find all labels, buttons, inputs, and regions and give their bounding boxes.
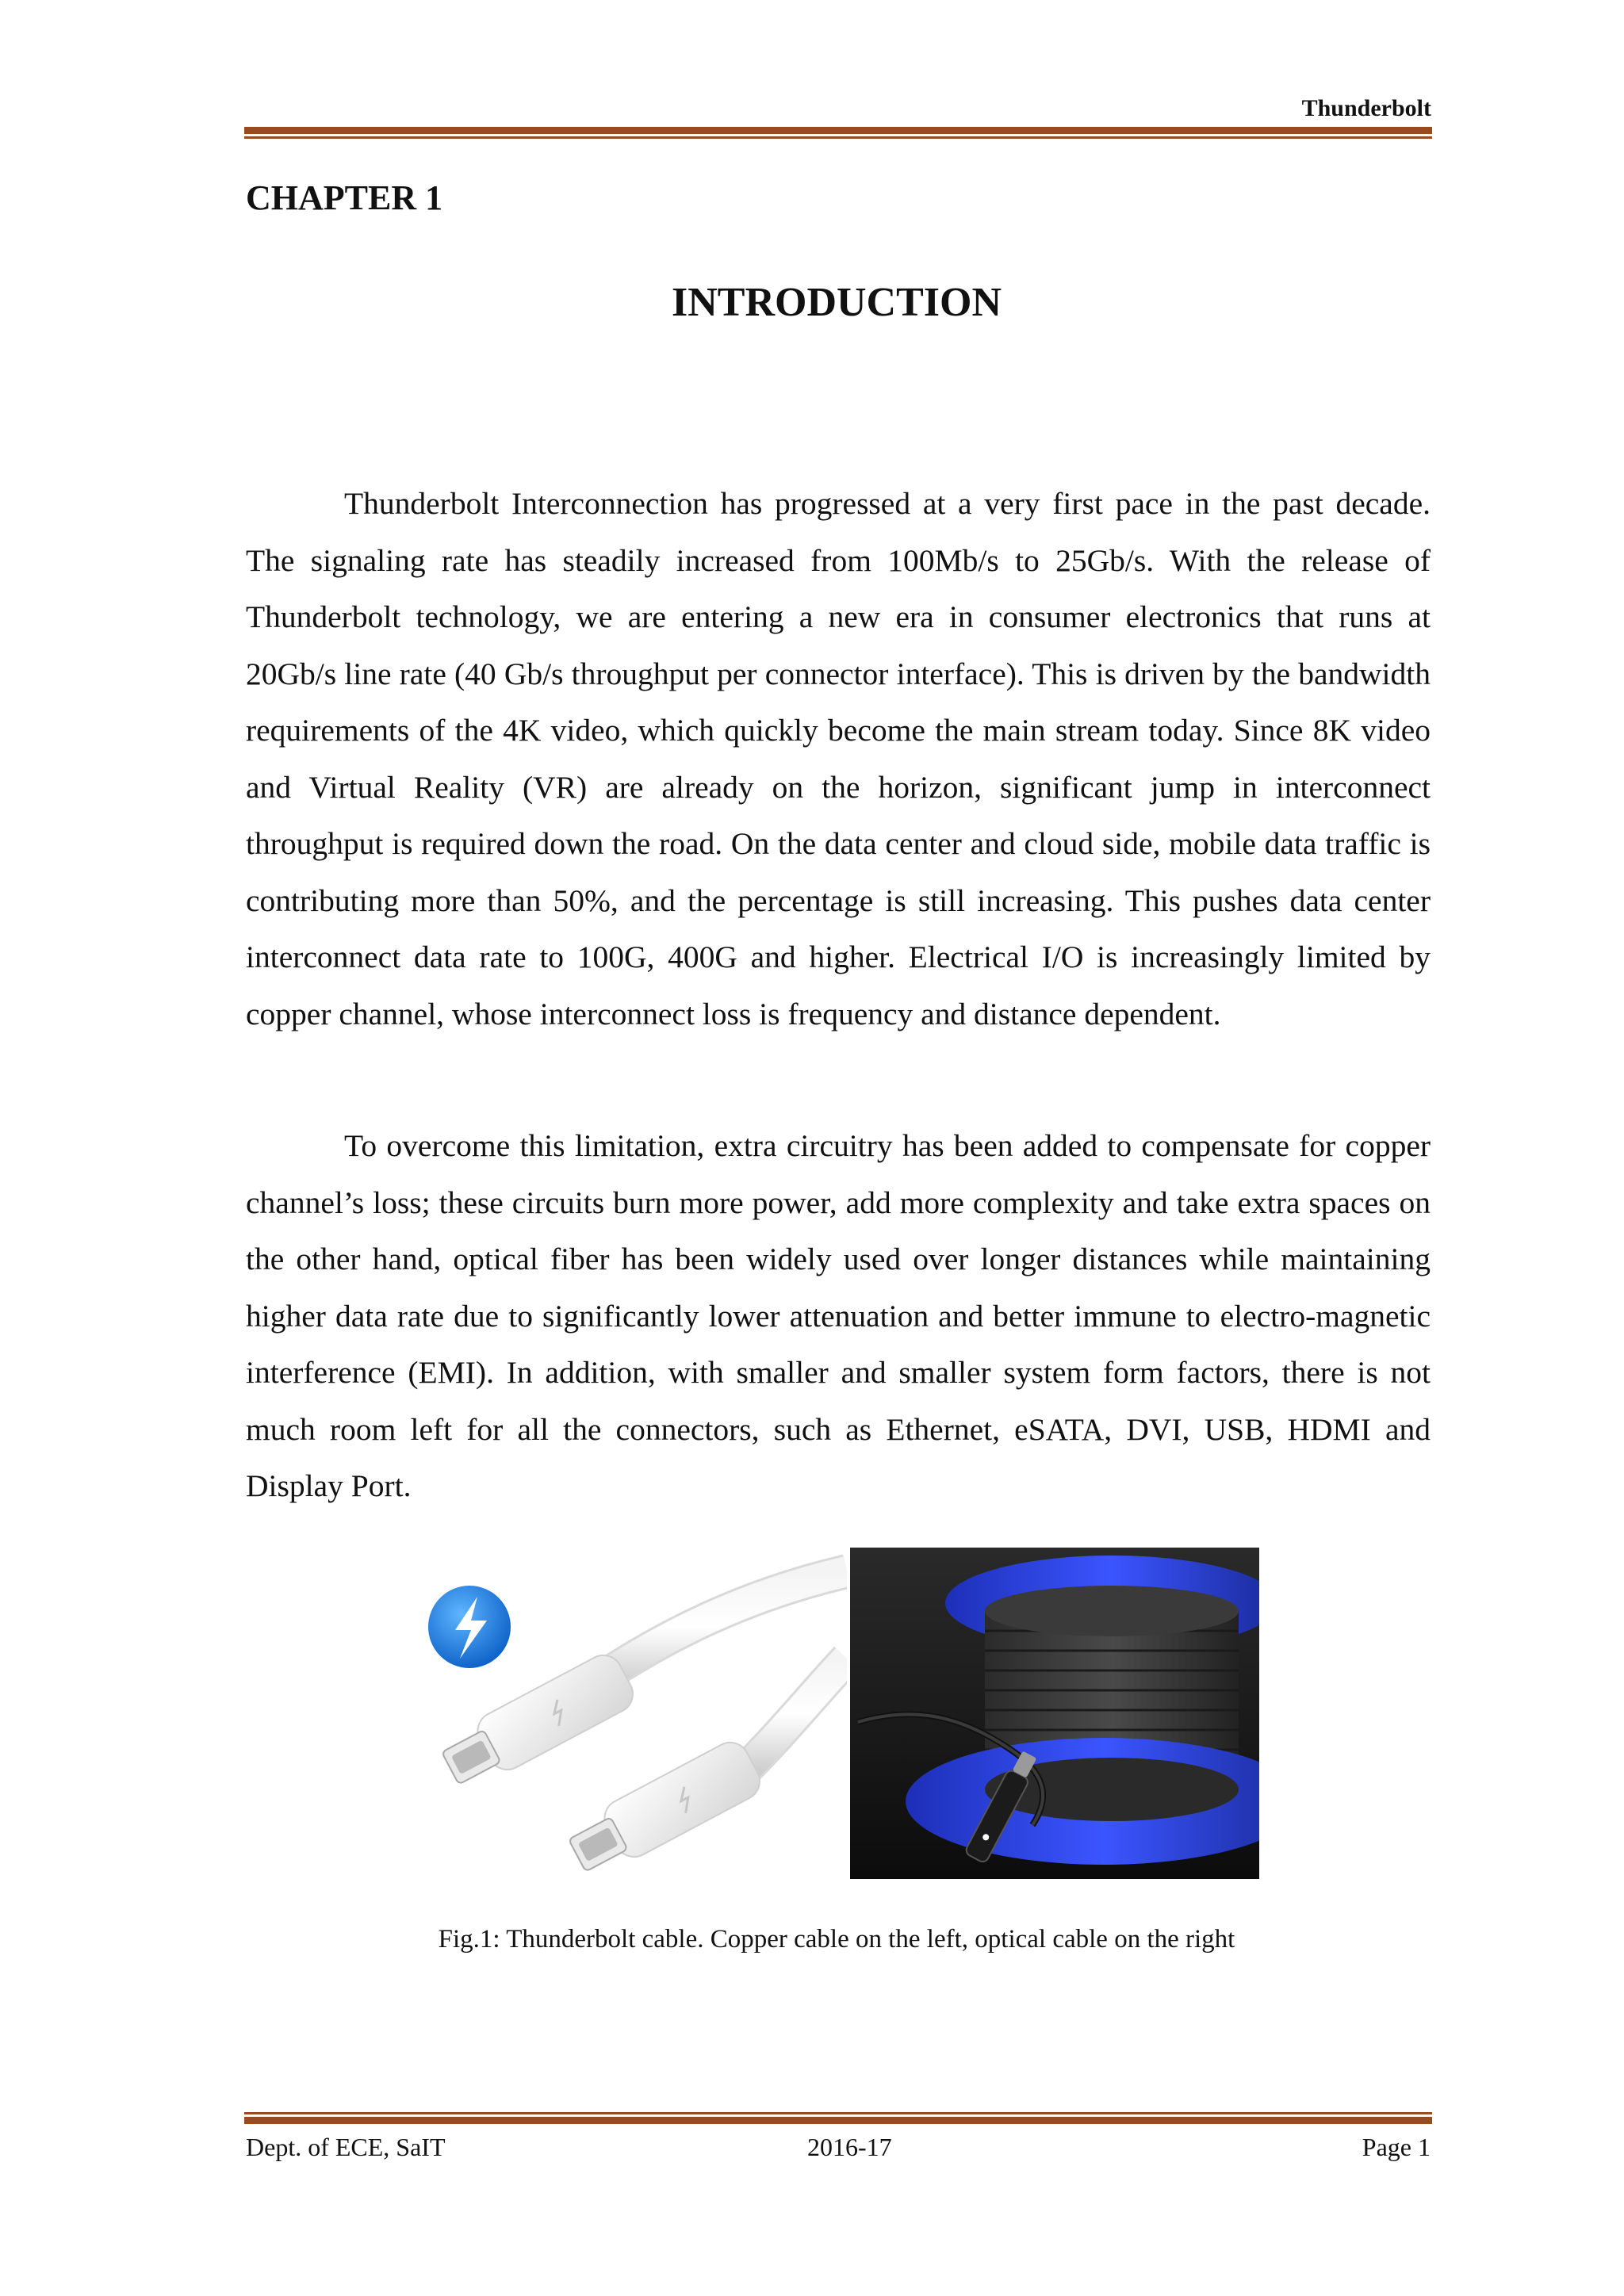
footer-year: 2016-17	[807, 2133, 892, 2161]
paragraph-1	[246, 476, 1431, 1043]
paragraph-2-text: To overcome this limitation, extra circuitry has been added to compensate for copper channel’s loss; these circuits burn more power, add more complexity and take extra spaces on the other hand, optical fiber has been widely used over longer distances while maintaining higher data rate due to significantly lower attenuation and better immune to electro-magnetic interference (EMI). In addition, with smaller and smaller system form factors, there is not much room left for all the connectors, such as Ethernet, eSATA, DVI, USB, HDMI and Display Port.	[246, 1128, 1431, 1503]
thunderbolt-logo-icon	[428, 1586, 511, 1668]
paragraph-2	[246, 1118, 1431, 1515]
copper-cable-image	[412, 1548, 847, 1879]
chapter-label: CHAPTER 1	[246, 178, 443, 217]
chapter-title: INTRODUCTION	[671, 280, 1002, 325]
footer-rule	[244, 2112, 1432, 2124]
footer-page-number: Page 1	[1362, 2133, 1431, 2161]
optical-cable-image	[850, 1548, 1259, 1879]
paragraph-1-text: Thunderbolt Interconnection has progressed at a very first pace in the past decade. The signaling rate has steadily increased from 100Mb/s to 25Gb/s. With the release of Thunderbolt technology, we are entering a new era in consumer electronics that runs at 20Gb/s line rate (40 Gb/s throughput per connector interface). This is driven by the bandwidth requirements of the 4K video, which quickly become the main stream today. Since 8K video and Virtual Reality (VR) are already on the horizon, significant jump in interconnect throughput is required down the road. On the data center and cloud side, mobile data traffic is contributing more than 50%, and the percentage is still increasing. This pushes data center interconnect data rate to 100G, 400G and higher. Electrical I/O is increasingly limited by copper channel, whose interconnect loss is frequency and distance dependent.	[246, 486, 1431, 1031]
header-rule	[244, 127, 1432, 139]
running-header-title: Thunderbolt	[1301, 95, 1431, 121]
figure-1	[412, 1548, 1259, 1879]
figure-caption: Fig.1: Thunderbolt cable. Copper cable on the left, optical cable on the right	[438, 1925, 1235, 1954]
footer-department: Dept. of ECE, SaIT	[246, 2133, 446, 2161]
